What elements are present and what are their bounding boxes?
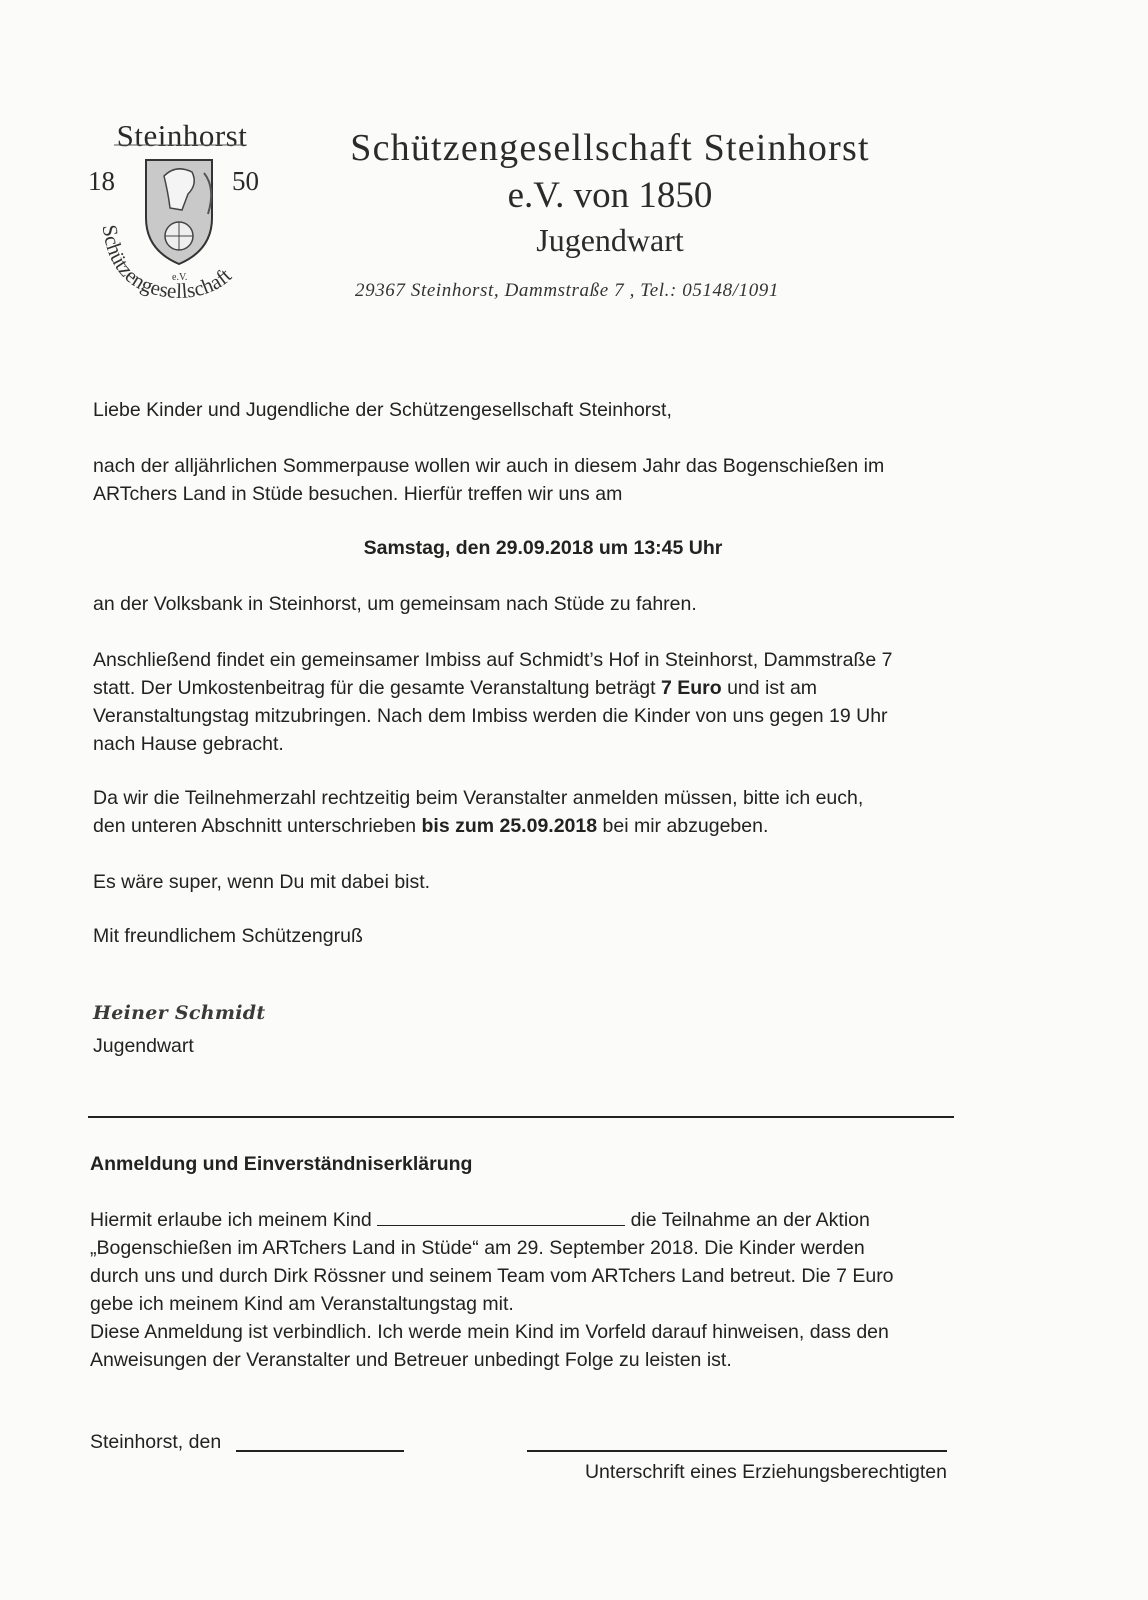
handwritten-signature: Heiner Schmidt (93, 1002, 266, 1024)
paragraph-invitation: Es wäre super, wenn Du mit dabei bist. (93, 871, 431, 893)
logo-emblem (84, 118, 274, 313)
paragraph-line: Da wir die Teilnehmerzahl rechtzeitig beim Veranstalter anmelden müssen, bitte ich euch, (93, 787, 864, 809)
paragraph-line: Anschließend findet ein gemeinsamer Imbiss auf Schmidt’s Hof in Steinhorst, Dammstraße 7 (93, 649, 893, 671)
signature-field[interactable] (527, 1450, 947, 1452)
consent-text (90, 1206, 990, 1374)
event-date: Samstag, den 29.09.2018 um 13:45 Uhr (363, 537, 723, 559)
place-date-label: Steinhorst, den (90, 1431, 222, 1453)
paragraph-line: Veranstaltungstag mitzubringen. Nach dem Imbiss werden die Kinder von uns gegen 19 Uhr (93, 705, 888, 727)
closing: Mit freundlichem Schützengruß (93, 925, 363, 947)
paragraph-snack (93, 646, 993, 758)
consent-line: Anweisungen der Veranstalter und Betreuer unbedingt Folge zu leisten ist. (90, 1349, 732, 1371)
section-divider (88, 1116, 954, 1118)
consent-line: gebe ich meinem Kind am Veranstaltungstag mit. (90, 1293, 514, 1315)
club-founding-title: e.V. von 1850 (507, 175, 713, 216)
fee-amount: 7 Euro (660, 677, 722, 699)
consent-line: Hiermit erlaube ich meinem Kind die Teilnahme an der Aktion (90, 1209, 870, 1231)
club-name-title: Schützengesellschaft Steinhorst (350, 127, 870, 169)
paragraph-intro (93, 452, 993, 508)
paragraph-registration (93, 784, 993, 840)
paragraph-line: ARTchers Land in Stüde besuchen. Hierfür treffen wir uns am (93, 483, 623, 505)
signature-caption: Unterschrift eines Erziehungsberechtigten (584, 1461, 947, 1483)
date-field[interactable] (236, 1450, 404, 1452)
paragraph-line: nach Hause gebracht. (93, 733, 284, 755)
consent-line: Diese Anmeldung ist verbindlich. Ich werde mein Kind im Vorfeld darauf hinweisen, dass den (90, 1321, 889, 1343)
deadline: bis zum 25.09.2018 (421, 815, 598, 837)
club-logo (84, 118, 274, 313)
form-heading: Anmeldung und Einverständniserklärung (90, 1153, 473, 1175)
signer-title: Jugendwart (93, 1035, 194, 1057)
club-address: 29367 Steinhorst, Dammstraße 7 , Tel.: 05148/1091 (355, 280, 780, 301)
paragraph-meeting-point: an der Volksbank in Steinhorst, um gemeinsam nach Stüde zu fahren. (93, 593, 697, 615)
paragraph-line: nach der alljährlichen Sommerpause wollen wir auch in diesem Jahr das Bogenschießen im (93, 455, 885, 477)
logo-top-text: Steinhorst (116, 118, 248, 153)
child-name-field[interactable] (377, 1225, 625, 1226)
logo-arc-text: Schützengesellschaft (97, 223, 237, 304)
svg-text:e.V.: e.V. (172, 272, 188, 283)
paragraph-line: statt. Der Umkostenbeitrag für die gesamte Veranstaltung beträgt 7 Euro und ist am (93, 677, 818, 699)
greeting: Liebe Kinder und Jugendliche der Schützengesellschaft Steinhorst, (93, 399, 672, 421)
logo-year-left: 18 (88, 166, 115, 196)
consent-line: durch uns und durch Dirk Rössner und seinem Team vom ARTchers Land betreut. Die 7 Euro (90, 1265, 894, 1287)
department-title: Jugendwart (536, 222, 684, 258)
paragraph-line: den unteren Abschnitt unterschrieben bis zum 25.09.2018 bei mir abzugeben. (93, 815, 769, 837)
consent-line: „Bogenschießen im ARTchers Land in Stüde“ am 29. September 2018. Die Kinder werden (90, 1237, 865, 1259)
logo-year-right: 50 (232, 166, 259, 196)
